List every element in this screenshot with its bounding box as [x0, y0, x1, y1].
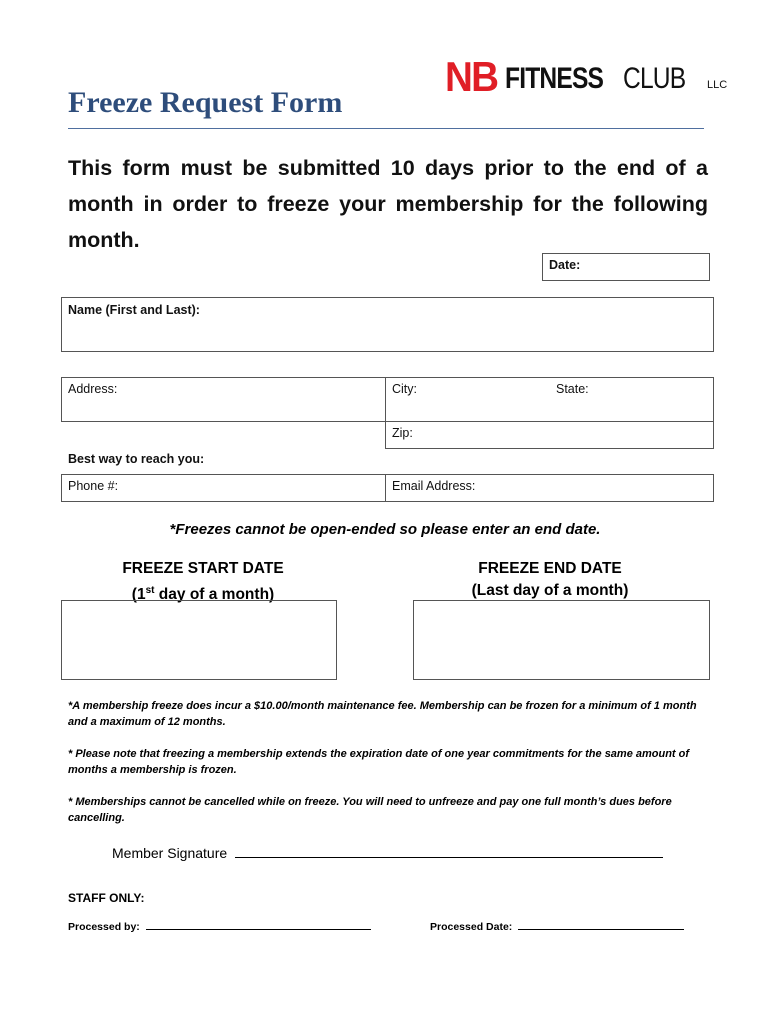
expiration-note: * Please note that freezing a membership extends the expiration date of one year commitments for the same amount of months a membership is frozen.	[68, 748, 690, 776]
end-date-note: *Freezes cannot be open-ended so please enter an end date.	[169, 521, 601, 538]
freeze-end-heading	[415, 558, 685, 602]
phone-label: Phone #:	[68, 479, 119, 493]
processed-date-row	[430, 917, 684, 933]
processed-date-label: Processed Date:	[430, 921, 513, 933]
state-label: State:	[556, 382, 589, 396]
member-signature-line[interactable]	[235, 845, 663, 858]
cancel-note: * Memberships cannot be cancelled while on freeze. You will need to unfreeze and pay one full month’s dues before cancelling.	[68, 796, 672, 824]
processed-by-label: Processed by:	[68, 921, 140, 933]
date-label: Date:	[549, 258, 581, 272]
zip-label: Zip:	[392, 426, 413, 440]
freeze-start-title: FREEZE START DATE	[122, 560, 284, 577]
intro-text: This form must be submitted 10 days prior to the end of a month in order to freeze your membership for the following month.	[68, 156, 708, 252]
title-divider	[68, 128, 704, 129]
nb-fitness-club-logo	[445, 55, 735, 99]
fee-note: *A membership freeze does incur a $10.00/month maintenance fee. Membership can be frozen for a minimum of 1 month and a maximum of 12 months.	[68, 700, 697, 728]
city-state-field[interactable]	[385, 377, 714, 422]
freeze-end-date-field[interactable]	[413, 600, 710, 680]
name-label: Name (First and Last):	[68, 303, 200, 317]
name-field[interactable]	[61, 297, 714, 352]
processed-by-row	[68, 917, 371, 933]
email-field[interactable]	[385, 474, 714, 502]
processed-by-line[interactable]	[146, 917, 371, 930]
date-field[interactable]	[542, 253, 710, 281]
member-signature-row	[112, 845, 663, 861]
city-label: City:	[392, 382, 417, 396]
freeze-start-heading	[68, 558, 338, 606]
freeze-end-sub: (Last day of a month)	[471, 582, 629, 599]
freeze-end-title: FREEZE END DATE	[478, 560, 622, 577]
logo-nb: NB	[445, 53, 498, 100]
logo-fitness: FITNESS	[505, 62, 604, 95]
member-signature-label: Member Signature	[112, 845, 228, 861]
logo-club: CLUB	[623, 62, 686, 95]
freeze-start-sub: (1st day of a month)	[131, 585, 275, 604]
address-field[interactable]	[61, 377, 386, 422]
freeze-start-date-field[interactable]	[61, 600, 337, 680]
phone-field[interactable]	[61, 474, 386, 502]
staff-only-heading: STAFF ONLY:	[68, 891, 145, 905]
page-title: Freeze Request Form	[68, 86, 343, 119]
logo-llc: LLC	[707, 79, 728, 91]
email-label: Email Address:	[392, 479, 476, 493]
best-way-label: Best way to reach you:	[68, 452, 205, 466]
processed-date-line[interactable]	[518, 917, 684, 930]
zip-field[interactable]	[385, 421, 714, 449]
address-label: Address:	[68, 382, 118, 396]
